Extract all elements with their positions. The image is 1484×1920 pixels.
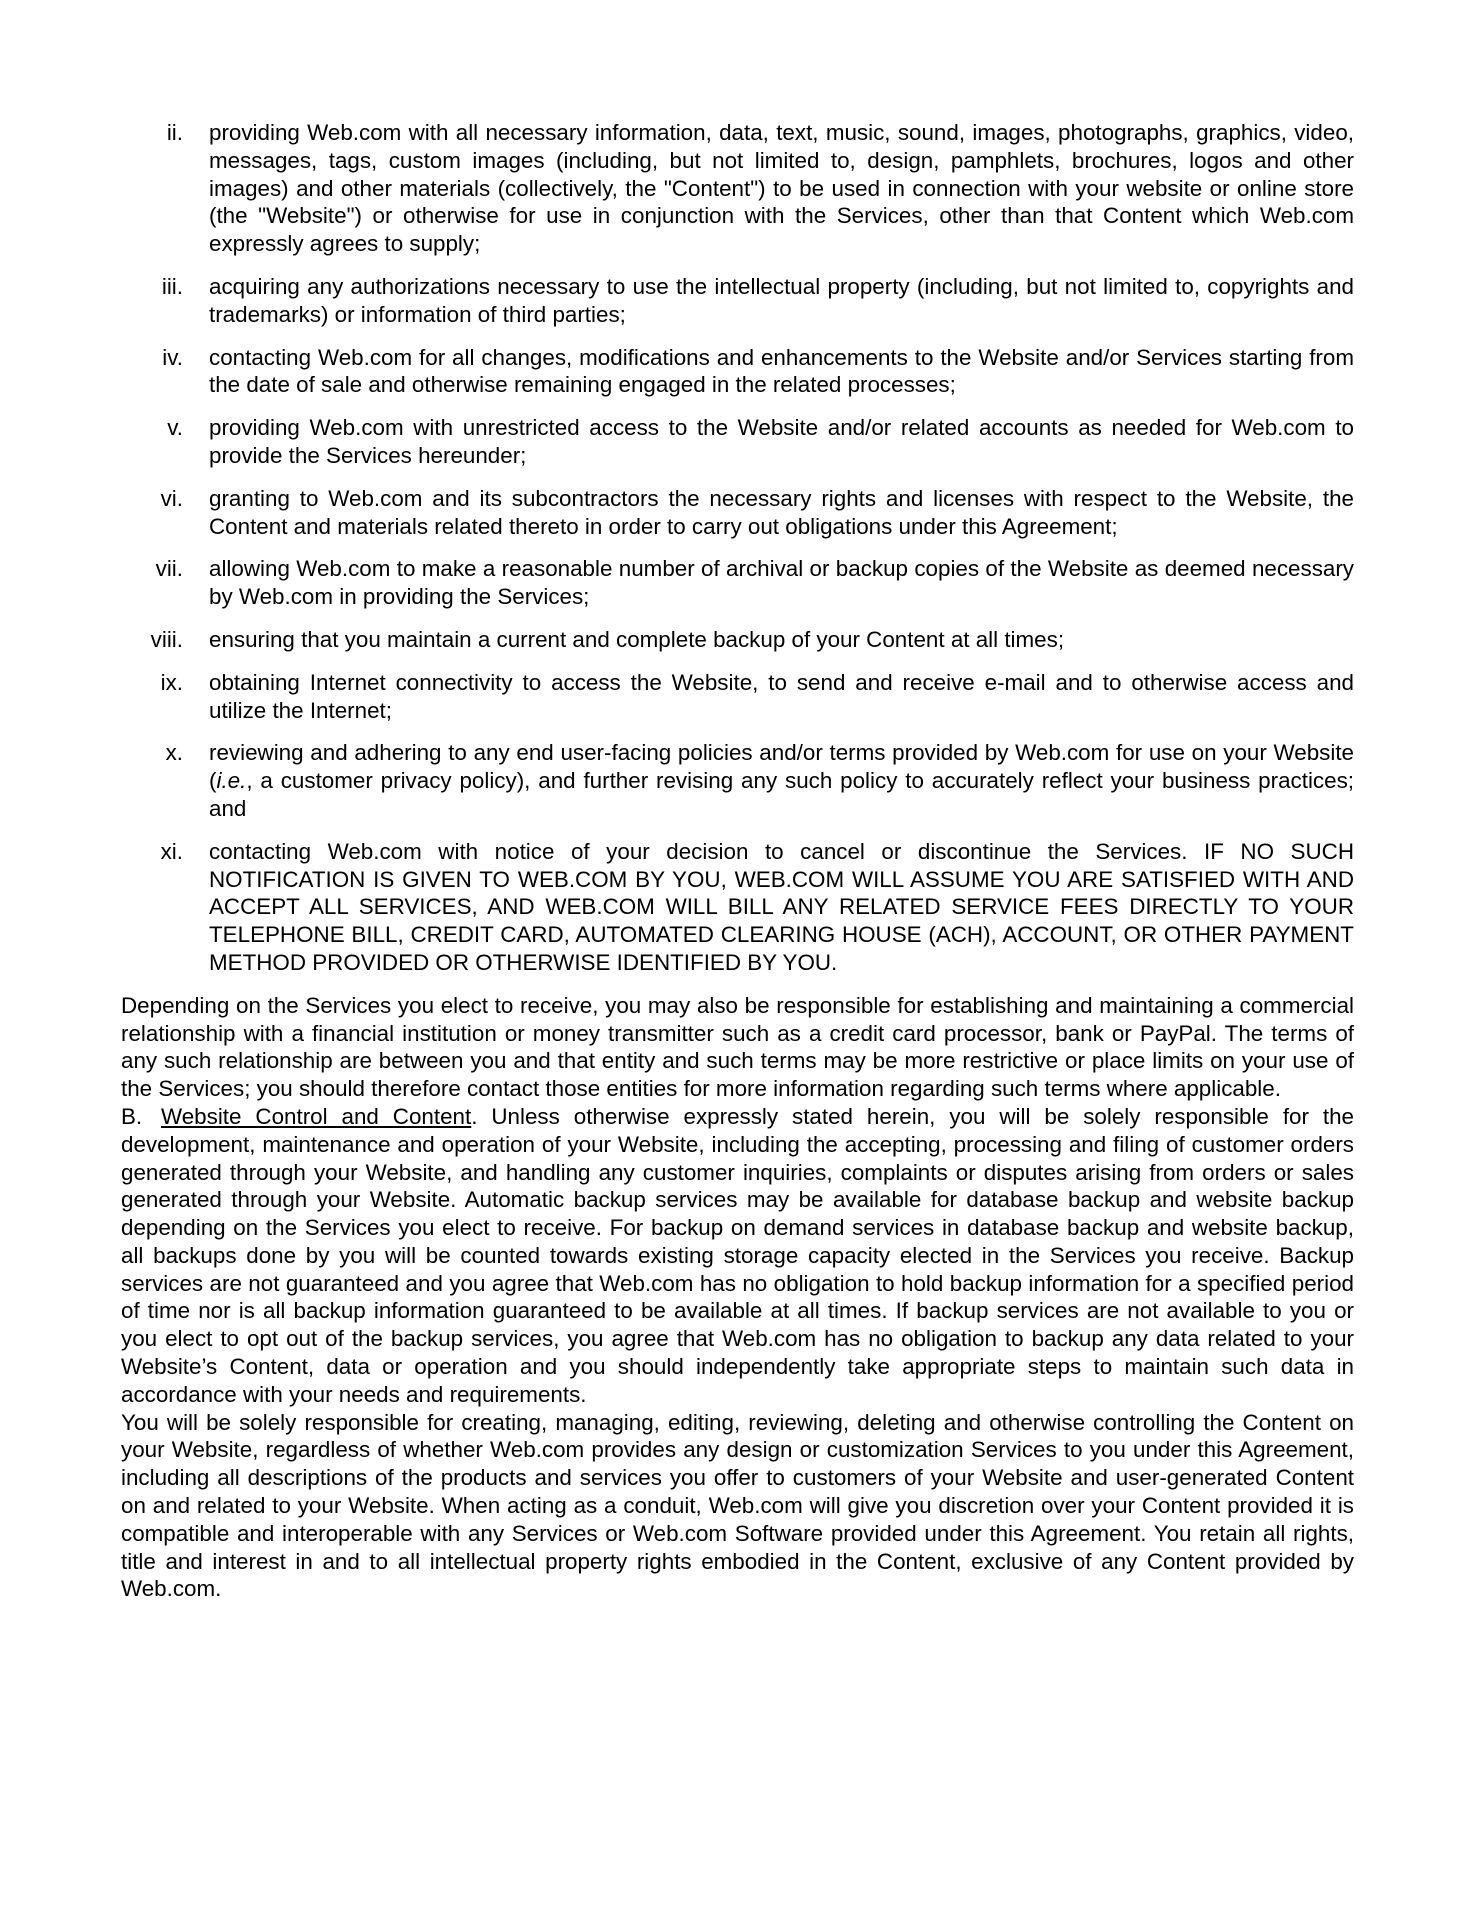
list-item: [121, 485, 1354, 541]
list-item: [121, 344, 1354, 400]
list-item-text-after: , a customer privacy policy), and further revising any such policy to accurately reflect your business practices; and: [209, 768, 1354, 821]
list-item-text: [209, 739, 1354, 822]
list-item-text: providing Web.com with all necessary information, data, text, music, sound, images, photographs, graphics, video, messages, tags, custom images (including, but not limited to, design, pamphlets, brochures, logos and other images) and other materials (collectively, the "Content") to be used in connection with your website or online store (the "Website") or otherwise for use in conjunction with the Services, other than that Content which Web.com expressly agrees to supply;: [209, 120, 1354, 257]
list-item: [121, 626, 1354, 654]
list-item: [121, 838, 1354, 977]
section-heading: Website Control and Content: [161, 1103, 472, 1129]
financial-relationship-paragraph: Depending on the Services you elect to receive, you may also be responsible for establishing and maintaining a commercial relationship with a financial institution or money transmitter such as a credit card processor, bank or PayPal. The terms of any such relationship are between you and that entity and such terms may be more restrictive or place limits on your use of the Services; you should therefore contact those entities for more information regarding such terms where applicable.: [121, 992, 1354, 1102]
list-item-text: granting to Web.com and its subcontractors the necessary rights and licenses with respect to the Website, the Content and materials related thereto in order to carry out obligations under this Agreement;: [209, 485, 1354, 539]
list-item: [121, 669, 1354, 725]
list-item-number: iii.: [161, 273, 183, 299]
list-item-number: ii.: [166, 120, 183, 145]
list-item-text: contacting Web.com with notice of your decision to cancel or discontinue the Services. IF NO SUCH NOTIFICATION IS GIVEN TO WEB.COM BY YOU, WEB.COM WILL ASSUME YOU ARE SATISFIED WITH AND ACCEPT ALL SERVICES, AND WEB.COM WILL BILL ANY RELATED SERVICE FEES DIRECTLY TO YOUR TELEPHONE BILL, CREDIT CARD, AUTOMATED CLEARING HOUSE (ACH), ACCOUNT, OR OTHER PAYMENT METHOD PROVIDED OR OTHERWISE IDENTIFIED BY YOU.: [209, 838, 1354, 975]
list-item-number: ix.: [160, 669, 183, 695]
section-b-text: . Unless otherwise expressly stated herein, you will be solely responsible for the development, maintenance and operation of your Website, including the accepting, processing and filing of customer orders generated through your Website, and handling any customer inquiries, complaints or disputes arising from orders or sales generated through your Website. Automatic backup services may be available for database backup and website backup depending on the Services you elect to receive. For backup on demand services in database backup and website backup, all backups done by you will be counted towards existing storage capacity elected in the Services you receive. Backup services are not guaranteed and you agree that Web.com has no obligation to hold backup information for a specified period of time nor is all backup information guaranteed to be available at all times. If backup services are not available to you or you elect to opt out of the backup services, you agree that Web.com has no obligation to backup any data related to your Website’s Content, data or operation and you should independently take appropriate steps to maintain such data in accordance with your needs and requirements.: [121, 1103, 1354, 1407]
content-control-paragraph: You will be solely responsible for creating, managing, editing, reviewing, deleting and otherwise controlling the Content on your Website, regardless of whether Web.com provides any design or customization Services to you under this Agreement, including all descriptions of the products and services you offer to customers of your Website and user-generated Content on and related to your Website. When acting as a conduit, Web.com will give you discretion over your Content provided it is compatible and interoperable with any Services or Web.com Software provided under this Agreement. You retain all rights, title and interest in and to all intellectual property rights embodied in the Content, exclusive of any Content provided by Web.com.: [121, 1409, 1354, 1602]
list-item-number: x.: [165, 740, 183, 766]
list-item-text: ensuring that you maintain a current and complete backup of your Content at all times;: [209, 626, 1065, 652]
list-item-number: iv.: [162, 344, 183, 370]
list-item: [121, 555, 1354, 611]
list-item-text: obtaining Internet connectivity to access the Website, to send and receive e-mail and to otherwise access and utilize the Internet;: [209, 669, 1354, 723]
list-item-text: providing Web.com with unrestricted access to the Website and/or related accounts as needed for Web.com to provide the Services hereunder;: [209, 415, 1354, 468]
list-item: [121, 119, 1354, 258]
list-item: [121, 739, 1354, 822]
section-b-paragraph: [121, 1103, 1354, 1409]
list-item: [121, 414, 1354, 470]
list-item: [121, 273, 1354, 329]
list-item-number: xi.: [160, 838, 183, 864]
list-item-number: viii.: [150, 626, 183, 652]
list-item-text-before: reviewing and adhering to any end user-facing policies and/or terms provided by Web.com for use on your Website (: [209, 740, 1354, 794]
list-item-number: vi.: [160, 485, 183, 511]
document-page: [121, 119, 1354, 1603]
responsibilities-list: [121, 119, 1354, 977]
list-item-text-italic: i.e.: [216, 768, 247, 794]
list-item-number: vii.: [155, 556, 183, 582]
list-item-text: contacting Web.com for all changes, modifications and enhancements to the Website and/or Services starting from the date of sale and otherwise remaining engaged in the related processes;: [209, 344, 1354, 398]
list-item-text: acquiring any authorizations necessary to use the intellectual property (including, but not limited to, copyrights and trademarks) or information of third parties;: [209, 273, 1354, 327]
list-item-text: allowing Web.com to make a reasonable number of archival or backup copies of the Website as deemed necessary by Web.com in providing the Services;: [209, 556, 1354, 610]
section-letter: B.: [121, 1103, 143, 1129]
list-item-number: v.: [167, 415, 183, 441]
